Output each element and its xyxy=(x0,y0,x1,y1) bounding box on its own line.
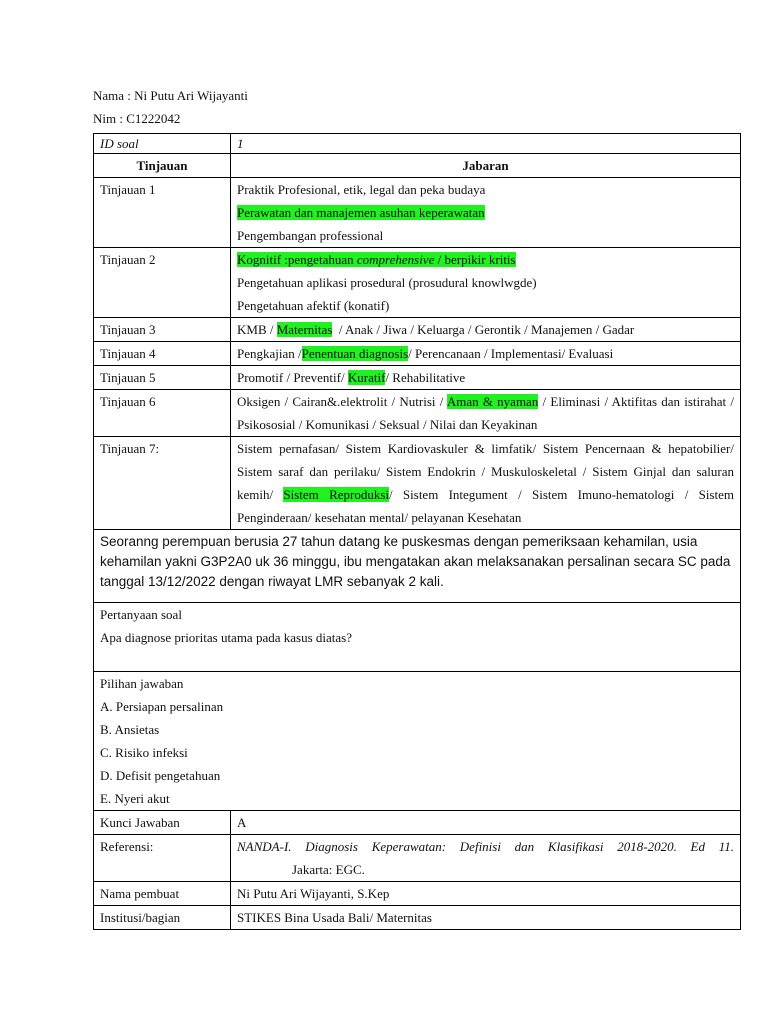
tinjauan-1-label: Tinjauan 1 xyxy=(94,178,231,248)
table-row xyxy=(94,882,741,906)
institution-label: Institusi/bagian xyxy=(94,906,231,930)
options-cell xyxy=(94,672,741,811)
reference-content xyxy=(231,835,741,882)
tinjauan-5-highlight: Kuratif xyxy=(347,370,386,385)
tinjauan-4-highlight: Penentuan diagnosis xyxy=(301,346,409,361)
reference-label: Referensi: xyxy=(94,835,231,882)
column-header-tinjauan: Tinjauan xyxy=(94,154,231,178)
tinjauan-5-label: Tinjauan 5 xyxy=(94,366,231,390)
tinjauan-1-line: Praktik Profesional, etik, legal dan peka budaya xyxy=(237,182,486,197)
table-row xyxy=(94,672,741,811)
table-row xyxy=(94,906,741,930)
tinjauan-6-highlight: Aman & nyaman xyxy=(446,394,539,409)
tinjauan-1-content xyxy=(231,178,741,248)
tinjauan-5-content: Promotif / Preventif/ Kuratif/ Rehabilitative xyxy=(231,366,741,390)
tinjauan-2-line: Pengetahuan aplikasi prosedural (prosudural knowlwgde) xyxy=(237,275,537,290)
author-label: Nama pembuat xyxy=(94,882,231,906)
id-soal-label: ID soal xyxy=(94,134,231,154)
tinjauan-2-label: Tinjauan 2 xyxy=(94,248,231,318)
tinjauan-3-content: KMB / Maternitas / Anak / Jiwa / Keluarga / Gerontik / Manajemen / Gadar xyxy=(231,318,741,342)
table-header-row xyxy=(94,154,741,178)
column-header-jabaran: Jabaran xyxy=(231,154,741,178)
answer-key-label: Kunci Jawaban xyxy=(94,811,231,835)
option-a: A. Persiapan persalinan xyxy=(100,699,224,714)
tinjauan-1-line: Pengembangan professional xyxy=(237,228,384,243)
table-row xyxy=(94,318,741,342)
tinjauan-3-highlight: Maternitas xyxy=(276,322,333,337)
options-label: Pilihan jawaban xyxy=(100,676,184,691)
table-row xyxy=(94,342,741,366)
tinjauan-4-label: Tinjauan 4 xyxy=(94,342,231,366)
tinjauan-3-label: Tinjauan 3 xyxy=(94,318,231,342)
student-name: Nama : Ni Putu Ari Wijayanti xyxy=(93,88,248,103)
table-row xyxy=(94,530,741,603)
student-nim: Nim : C1222042 xyxy=(93,111,181,126)
tinjauan-6-content: Oksigen / Cairan&.elektrolit / Nutrisi / Aman & nyaman / Eliminasi / Aktifitas dan istirahat / Psikososial / Komunikasi / Seksual / Nilai dan Keyakinan xyxy=(231,390,741,437)
answer-key-value: A xyxy=(231,811,741,835)
tinjauan-6-label: Tinjauan 6 xyxy=(94,390,231,437)
table-row xyxy=(94,603,741,672)
author-value: Ni Putu Ari Wijayanti, S.Kep xyxy=(231,882,741,906)
tinjauan-2-content xyxy=(231,248,741,318)
question-table xyxy=(93,133,741,930)
tinjauan-4-content: Pengkajian /Penentuan diagnosis/ Perencanaan / Implementasi/ Evaluasi xyxy=(231,342,741,366)
reference-line: NANDA-I. Diagnosis Keperawatan: Definisi dan Klasifikasi 2018-2020. Ed 11. xyxy=(237,839,734,854)
table-row xyxy=(94,811,741,835)
table-row xyxy=(94,248,741,318)
institution-value: STIKES Bina Usada Bali/ Maternitas xyxy=(231,906,741,930)
tinjauan-7-highlight: Sistem Reproduksi xyxy=(283,487,390,502)
reference-line: Jakarta: EGC. xyxy=(292,862,365,877)
tinjauan-2-line: Pengetahuan afektif (konatif) xyxy=(237,298,390,313)
option-d: D. Defisit pengetahuan xyxy=(100,768,221,783)
table-row xyxy=(94,134,741,154)
question-cell xyxy=(94,603,741,672)
table-row xyxy=(94,366,741,390)
tinjauan-7-content: Sistem pernafasan/ Sistem Kardiovaskuler & limfatik/ Sistem Pencernaan & hepatobilier/ Sistem saraf dan perilaku/ Sistem Endokrin / Muskuloskeletal / Sistem Ginjal dan saluran kemih/ Sistem Reproduksi/ Sistem Integument / Sistem Imuno-hematologi / Sistem Penginderaan/ kesehatan mental/ pelayanan Kesehatan xyxy=(231,437,741,530)
table-row xyxy=(94,835,741,882)
tinjauan-7-label: Tinjauan 7: xyxy=(94,437,231,530)
tinjauan-1-highlight: Perawatan dan manajemen asuhan keperawatan xyxy=(237,205,485,220)
id-soal-value: 1 xyxy=(231,134,741,154)
tinjauan-2-highlight: Kognitif :pengetahuan comprehensive / berpikir kritis xyxy=(237,252,516,267)
option-b: B. Ansietas xyxy=(100,722,160,737)
question-text: Apa diagnose prioritas utama pada kasus diatas? xyxy=(100,630,352,645)
question-label: Pertanyaan soal xyxy=(100,607,182,622)
table-row xyxy=(94,178,741,248)
option-c: C. Risiko infeksi xyxy=(100,745,188,760)
table-row xyxy=(94,437,741,530)
table-row xyxy=(94,390,741,437)
case-vignette: Seoranng perempuan berusia 27 tahun datang ke puskesmas dengan pemeriksaan kehamilan, usia kehamilan yakni G3P2A0 uk 36 minggu, ibu mengatakan akan melaksanakan persalinan secara SC pada tanggal 13/12/2022 dengan riwayat LMR sebanyak 2 kali. xyxy=(94,530,741,603)
option-e: E. Nyeri akut xyxy=(100,791,170,806)
